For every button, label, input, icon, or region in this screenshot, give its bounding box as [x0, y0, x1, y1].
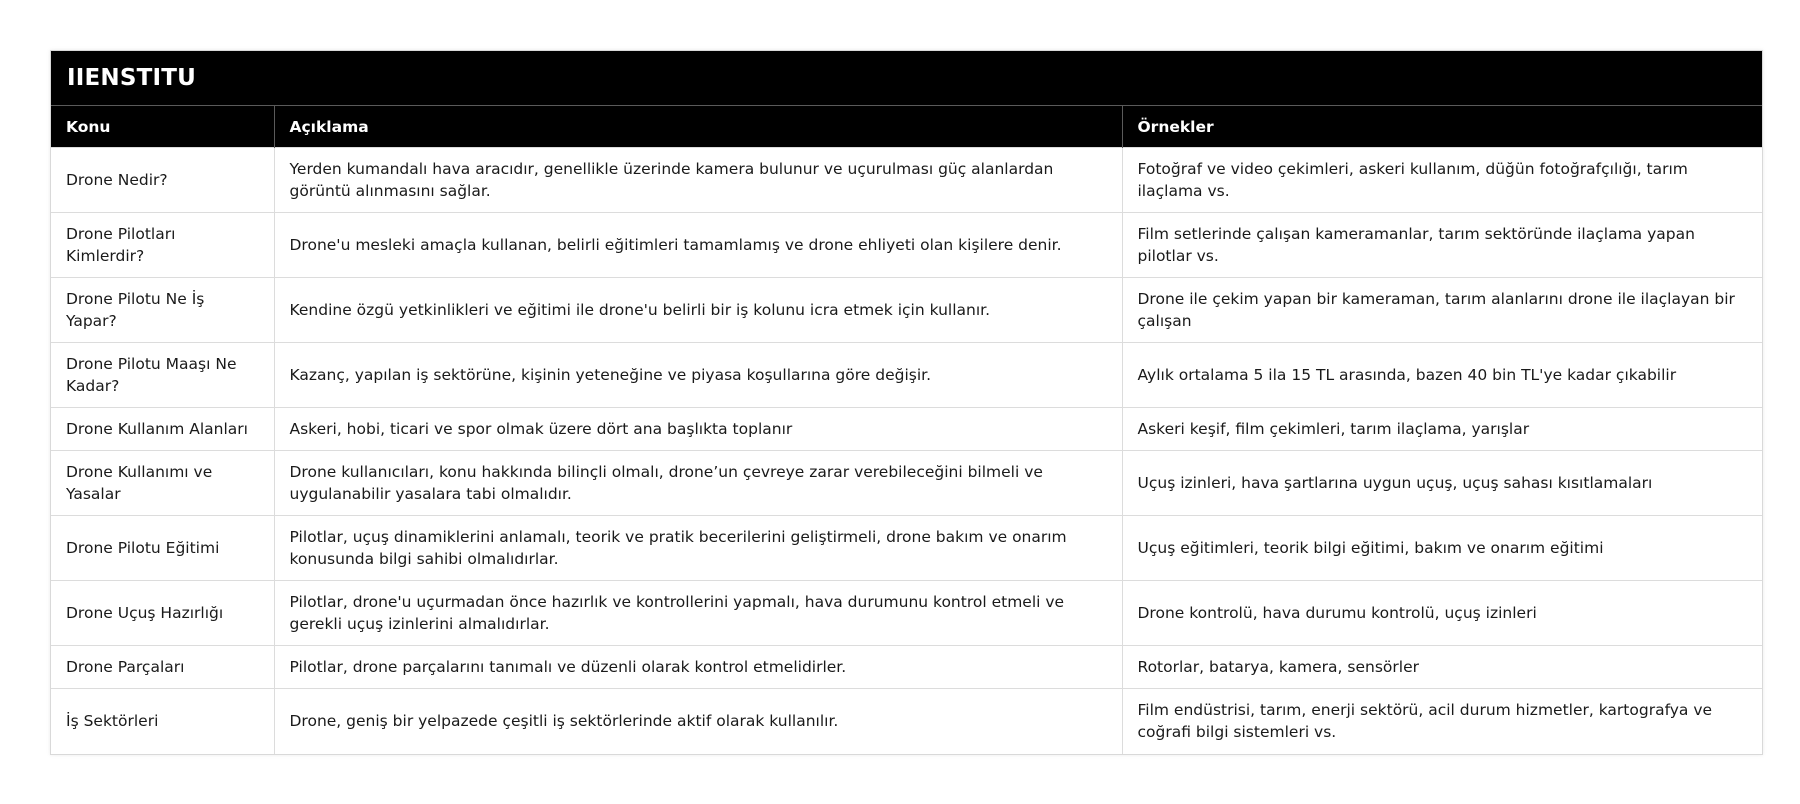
cell-ornekler: Film endüstrisi, tarım, enerji sektörü, acil durum hizmetler, kartografya ve coğrafi bilgi sistemleri vs.: [1122, 689, 1762, 754]
cell-aciklama: Kendine özgü yetkinlikleri ve eğitimi ile drone'u belirli bir iş kolunu icra etmek için kullanır.: [274, 278, 1122, 343]
cell-aciklama: Drone'u mesleki amaçla kullanan, belirli eğitimleri tamamlamış ve drone ehliyeti olan kişilere denir.: [274, 213, 1122, 278]
cell-konu: İş Sektörleri: [51, 689, 274, 754]
cell-ornekler: Uçuş eğitimleri, teorik bilgi eğitimi, bakım ve onarım eğitimi: [1122, 516, 1762, 581]
cell-konu: Drone Pilotu Maaşı Ne Kadar?: [51, 343, 274, 408]
cell-aciklama: Drone, geniş bir yelpazede çeşitli iş sektörlerinde aktif olarak kullanılır.: [274, 689, 1122, 754]
table-row: [51, 646, 1762, 689]
cell-ornekler: Askeri keşif, film çekimleri, tarım ilaçlama, yarışlar: [1122, 408, 1762, 451]
table-row: [51, 451, 1762, 516]
cell-ornekler: Rotorlar, batarya, kamera, sensörler: [1122, 646, 1762, 689]
column-header-ornekler: Örnekler: [1122, 106, 1762, 148]
cell-konu: Drone Pilotu Eğitimi: [51, 516, 274, 581]
cell-aciklama: Yerden kumandalı hava aracıdır, genellikle üzerinde kamera bulunur ve uçurulması güç alanlardan görüntü alınmasını sağlar.: [274, 148, 1122, 213]
cell-konu: Drone Uçuş Hazırlığı: [51, 581, 274, 646]
cell-ornekler: Aylık ortalama 5 ila 15 TL arasında, bazen 40 bin TL'ye kadar çıkabilir: [1122, 343, 1762, 408]
table-row: [51, 343, 1762, 408]
table-header-row: [51, 106, 1762, 148]
cell-konu: Drone Parçaları: [51, 646, 274, 689]
table-row: [51, 148, 1762, 213]
cell-ornekler: Film setlerinde çalışan kameramanlar, tarım sektöründe ilaçlama yapan pilotlar vs.: [1122, 213, 1762, 278]
cell-aciklama: Kazanç, yapılan iş sektörüne, kişinin yeteneğine ve piyasa koşullarına göre değişir.: [274, 343, 1122, 408]
cell-konu: Drone Nedir?: [51, 148, 274, 213]
info-table-container: [50, 50, 1763, 755]
cell-aciklama: Pilotlar, drone parçalarını tanımalı ve düzenli olarak kontrol etmelidirler.: [274, 646, 1122, 689]
cell-aciklama: Pilotlar, drone'u uçurmadan önce hazırlık ve kontrollerini yapmalı, hava durumunu kontrol etmeli ve gerekli uçuş izinlerini almalıdırlar.: [274, 581, 1122, 646]
table-row: [51, 516, 1762, 581]
cell-aciklama: Pilotlar, uçuş dinamiklerini anlamalı, teorik ve pratik becerilerini geliştirmeli, drone bakım ve onarım konusunda bilgi sahibi olmalıdırlar.: [274, 516, 1122, 581]
cell-konu: Drone Pilotu Ne İş Yapar?: [51, 278, 274, 343]
cell-konu: Drone Kullanım Alanları: [51, 408, 274, 451]
cell-konu: Drone Kullanımı ve Yasalar: [51, 451, 274, 516]
cell-ornekler: Drone kontrolü, hava durumu kontrolü, uçuş izinleri: [1122, 581, 1762, 646]
table-row: [51, 278, 1762, 343]
cell-ornekler: Uçuş izinleri, hava şartlarına uygun uçuş, uçuş sahası kısıtlamaları: [1122, 451, 1762, 516]
cell-ornekler: Drone ile çekim yapan bir kameraman, tarım alanlarını drone ile ilaçlayan bir çalışan: [1122, 278, 1762, 343]
cell-aciklama: Askeri, hobi, ticari ve spor olmak üzere dört ana başlıkta toplanır: [274, 408, 1122, 451]
cell-konu: Drone Pilotları Kimlerdir?: [51, 213, 274, 278]
table-row: [51, 689, 1762, 754]
column-header-konu: Konu: [51, 106, 274, 148]
info-table: [51, 105, 1762, 754]
table-row: [51, 581, 1762, 646]
table-row: [51, 213, 1762, 278]
cell-aciklama: Drone kullanıcıları, konu hakkında bilinçli olmalı, drone’un çevreye zarar verebileceğini bilmeli ve uygulanabilir yasalara tabi olmalıdır.: [274, 451, 1122, 516]
brand-title: IIENSTITU: [51, 51, 1762, 105]
cell-ornekler: Fotoğraf ve video çekimleri, askeri kullanım, düğün fotoğrafçılığı, tarım ilaçlama vs.: [1122, 148, 1762, 213]
column-header-aciklama: Açıklama: [274, 106, 1122, 148]
table-row: [51, 408, 1762, 451]
